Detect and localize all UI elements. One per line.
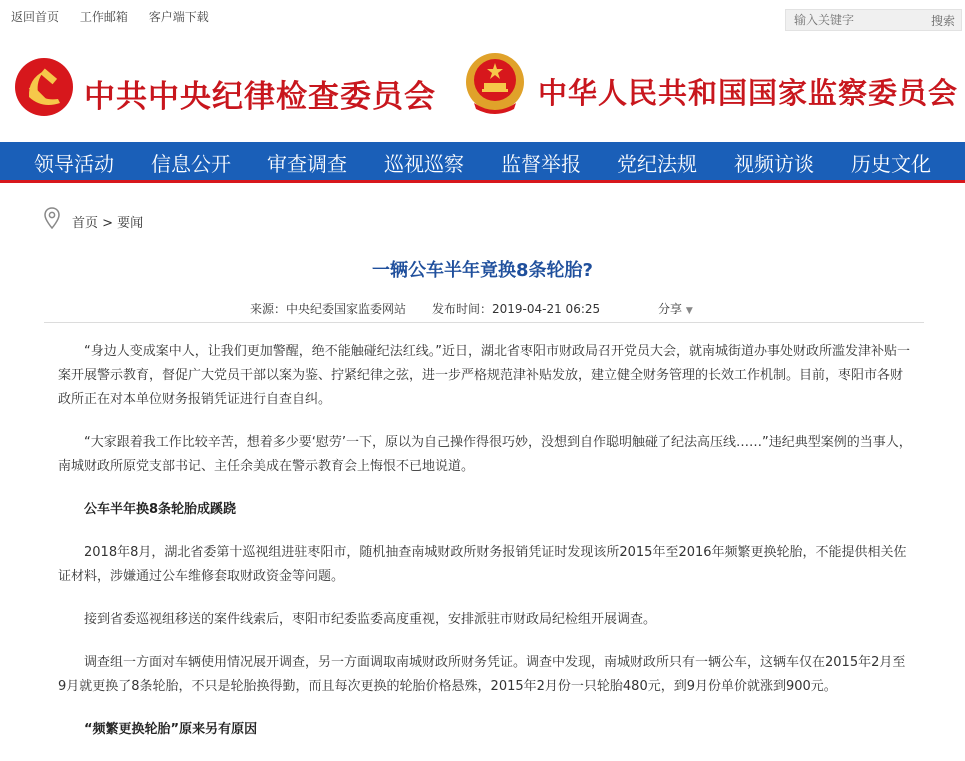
subheading: “频繁更换轮胎”原来另有原因: [84, 722, 258, 737]
subheading: 公车半年换8条轮胎成蹊跷: [84, 502, 237, 517]
search-button[interactable]: 搜索: [930, 14, 955, 28]
share-button[interactable]: [658, 300, 693, 317]
nav-leadership[interactable]: 领导活动: [34, 152, 114, 176]
cdi-title: 中共中央纪律检查委员会: [84, 79, 436, 115]
nav-supervision-report[interactable]: 监督举报: [501, 152, 581, 176]
nav-video-interview[interactable]: 视频访谈: [734, 152, 814, 176]
article-date: 发布时间：2019-04-21 06:25: [432, 302, 601, 316]
main-nav: [0, 142, 965, 183]
article-source: 来源：中央纪委国家监委网站: [250, 302, 407, 316]
home-link[interactable]: 返回首页: [11, 10, 60, 24]
client-download-link[interactable]: 客户端下载: [148, 10, 209, 24]
location-pin-icon: [44, 207, 60, 229]
top-links: [11, 8, 226, 25]
article-body: [58, 340, 913, 761]
site-header: [0, 34, 965, 142]
caret-down-icon: ▼: [685, 306, 693, 316]
paragraph: “大家跟着我工作比较辛苦，想着多少要‘慰劳’一下，原以为自己操作得很巧妙，没想到自作聪明触碰了纪法高压线……”违纪典型案例的当事人，南城财政所原党支部书记、主任余美成在警示教育会上悔恨不已地说道。: [58, 435, 912, 474]
search-input[interactable]: [786, 10, 942, 30]
nsc-title: 中华人民共和国国家监察委员会: [538, 76, 959, 110]
share-label: 分享: [658, 302, 683, 316]
work-mail-link[interactable]: 工作邮箱: [79, 10, 128, 24]
breadcrumb[interactable]: 首页 > 要闻: [72, 216, 144, 231]
top-bar: [0, 0, 965, 34]
party-emblem-icon[interactable]: [14, 57, 74, 117]
paragraph: 2018年8月，湖北省委第十巡视组进驻枣阳市，随机抽查南城财政所财务报销凭证时发现该所2015年至2016年频繁更换轮胎，不能提供相关佐证材料，涉嫌通过公车维修套取财政资金等问题。: [58, 545, 907, 584]
paragraph: 调查组一方面对车辆使用情况展开调查，另一方面调取南城财政所财务凭证。调查中发现，南城财政所只有一辆公车，这辆车仅在2015年2月至9月就更换了8条轮胎，不只是轮胎换得勤，而且每次更换的轮胎价格悬殊，2015年2月份一只轮胎480元，到9月份单价就涨到900元。: [58, 655, 906, 694]
nav-inspection[interactable]: 巡视巡察: [384, 152, 464, 176]
national-emblem-icon[interactable]: [464, 51, 526, 117]
nav-history-culture[interactable]: 历史文化: [851, 152, 931, 176]
divider: [44, 322, 924, 323]
search-box: [785, 9, 962, 31]
nav-review-investigation[interactable]: 审查调查: [267, 152, 347, 176]
article-title: 一辆公车半年竟换8条轮胎?: [372, 260, 593, 281]
paragraph: 接到省委巡视组移送的案件线索后，枣阳市纪委监委高度重视，安排派驻市财政局纪检组开展调查。: [84, 612, 657, 627]
nav-info-disclosure[interactable]: 信息公开: [151, 152, 231, 176]
nav-regulations[interactable]: 党纪法规: [617, 152, 697, 176]
paragraph: “身边人变成案中人，让我们更加警醒，绝不能触碰纪法红线。”近日，湖北省枣阳市财政局召开党员大会，就南城街道办事处财政所滥发津补贴一案开展警示教育，督促广大党员干部以案为鉴、拧紧纪律之弦，进一步严格规范津补贴发放，建立健全财务管理的长效工作机制。目前，枣阳市各财政所正在对本单位财务报销凭证进行自查自纠。: [58, 344, 910, 407]
